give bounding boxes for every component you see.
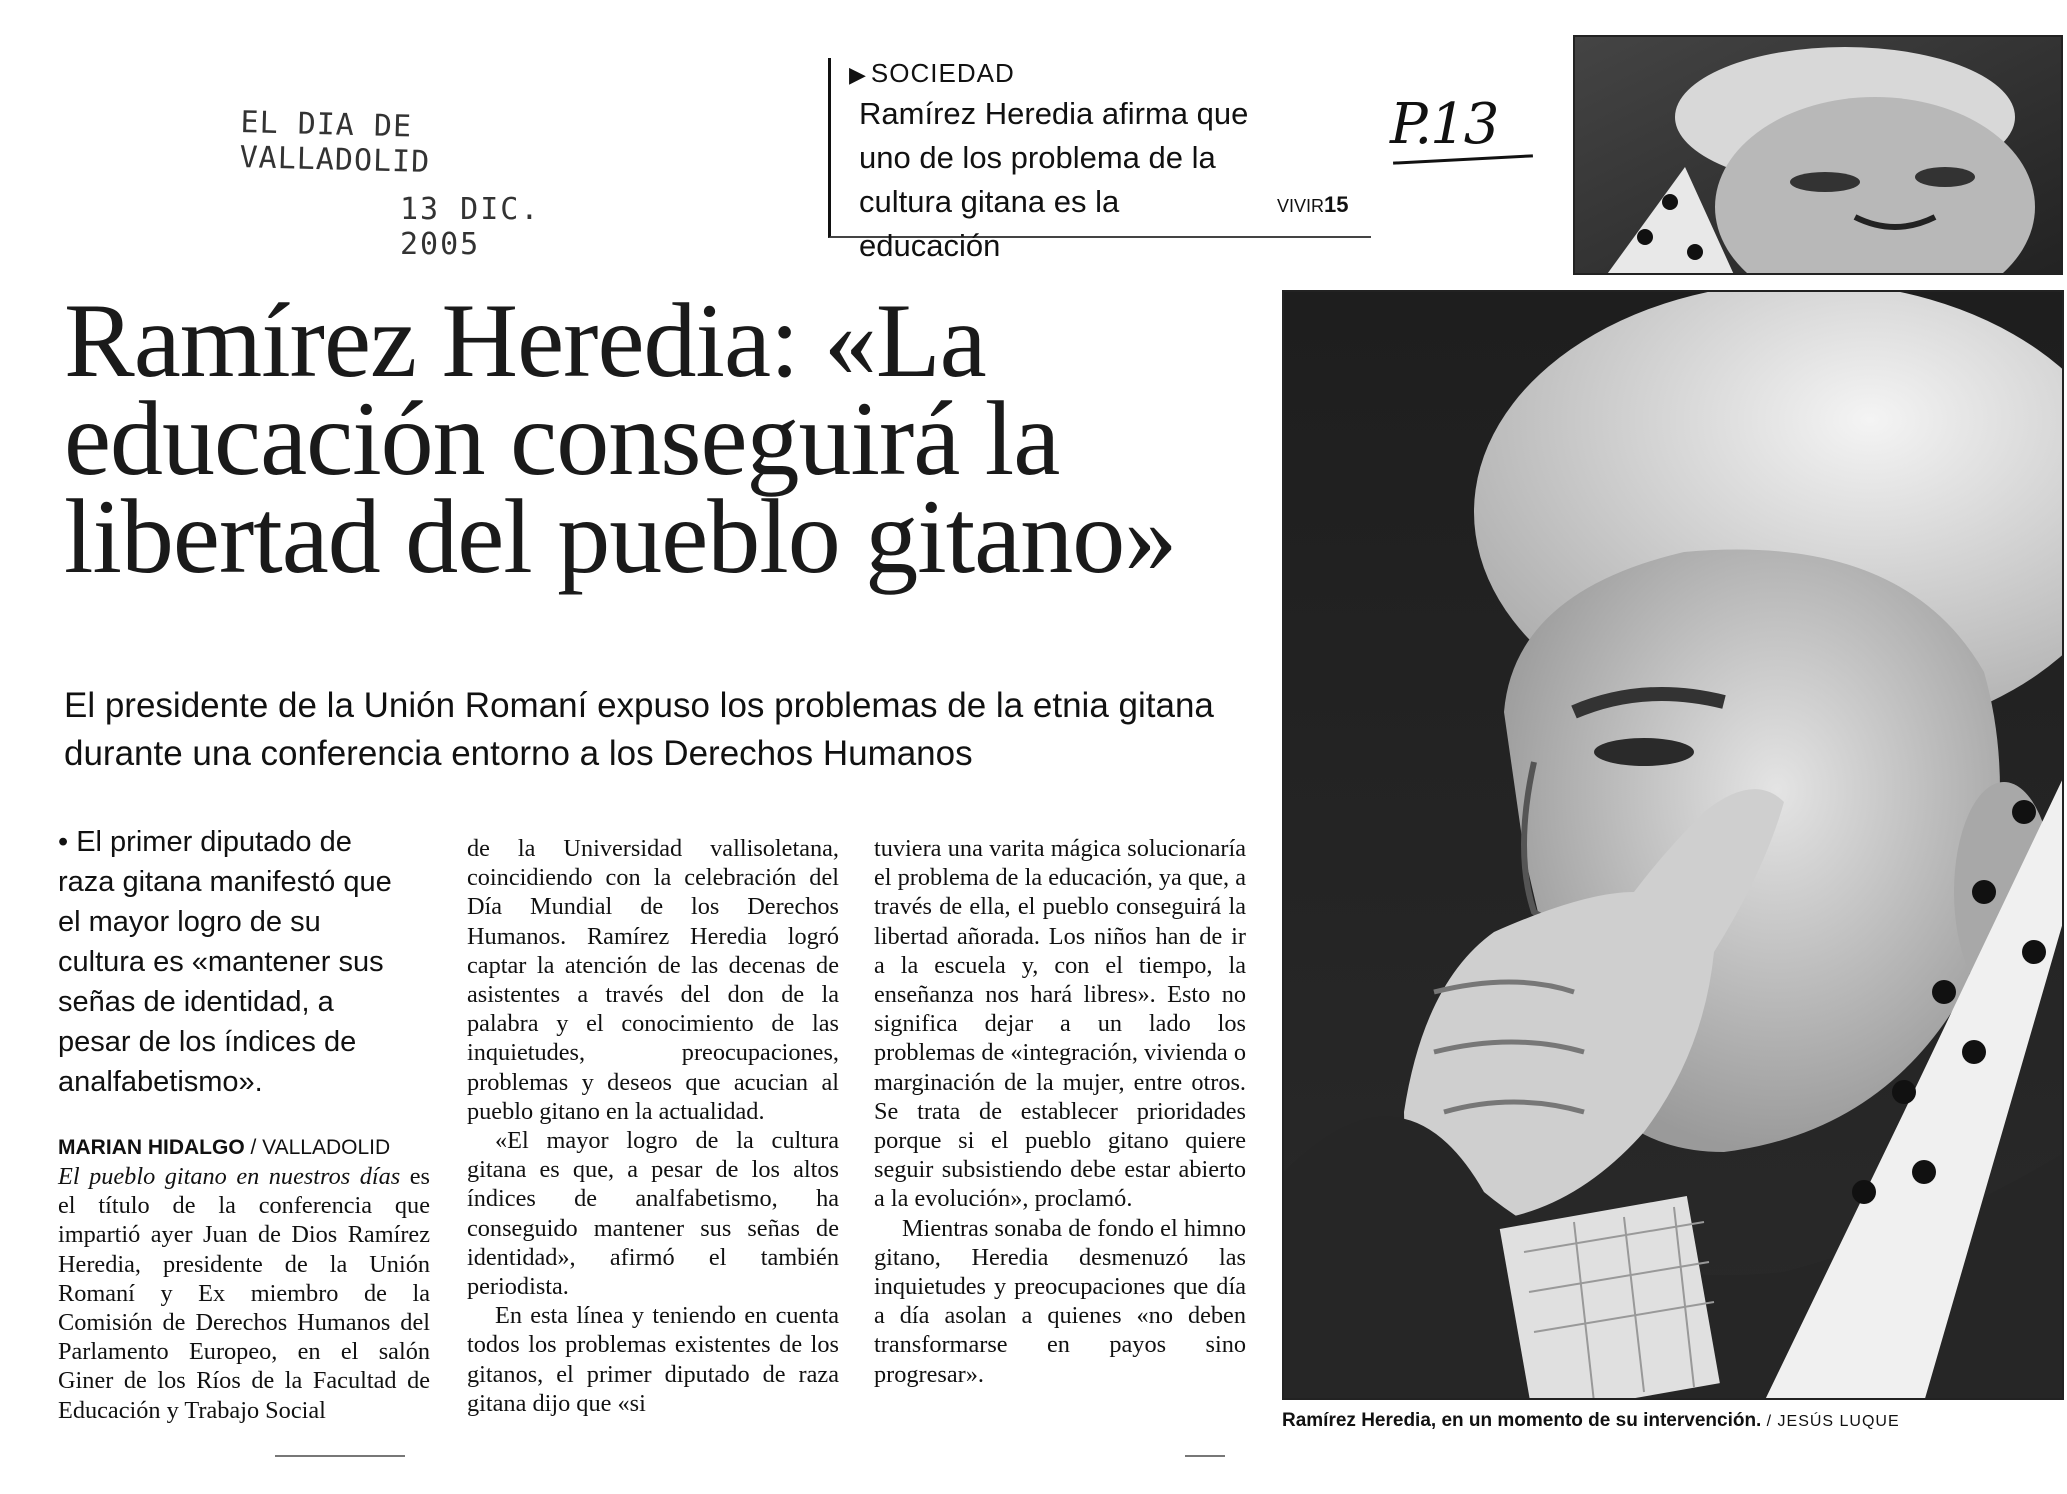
photo-caption [1282,1410,2064,1432]
body-paragraph: Mientras sonaba de fondo el himno gitano, Heredia desmenuzó las inquietudes y preocupaciones que día a día asolan a quienes «no deben transformarse en payos sino progresar». [874,1214,1246,1388]
main-photo-portrait [1284,292,2064,1400]
byline-author: MARIAN HIDALGO [58,1136,245,1159]
teaser-photo [1573,35,2063,275]
conference-title: El pueblo gitano en nuestros días [58,1163,401,1190]
caption-text: Ramírez Heredia, en un momento de su intervención. [1282,1410,1762,1431]
article-subheadline: El presidente de la Unión Romaní expuso los problemas de la etnia gitana durante una conferencia entorno a los Derechos Humanos [64,686,1214,773]
byline-location: / VALLADOLID [250,1136,391,1159]
teaser-photo-portrait [1575,37,2063,275]
article-column-2 [467,834,839,1418]
byline [58,1136,418,1160]
body-text-fragment: es el título de la conferencia que impartió ayer Juan de Dios Ramírez Heredia, presidente de la Unión Romaní y Ex miembro de la Comisión de Derechos Humanos del Parlamento Europeo, en el salón Giner de los Ríos de la Facultad de Educación y Trabajo Social [58,1163,430,1424]
body-text-fragment: de la Universidad vallisoletana, coincidiendo con la celebración del Día Mundial de los Derechos Humanos. Ramírez Heredia logró captar la atención de las decenas de asistentes a través del don de la palabra y el conocimiento de las inquietudes, preocupaciones, problemas y deseos que acucian al pueblo gitano en la actualidad. [467,835,839,1125]
triangle-bullet-icon: ▶ [849,62,867,87]
teaser-section-label [849,58,1015,89]
body-paragraph: «El mayor logro de la cultura gitana es que, a pesar de los altos índices de analfabetismo, ha conseguido mantener sus señas de identidad», afirmó el también periodista. [467,1127,839,1301]
column-end-rule [1185,1455,1225,1457]
photo-credit: / JESÚS LUQUE [1766,1413,1900,1430]
handwritten-page-note: P.13 [1390,92,1498,157]
teaser-section-text: SOCIEDAD [870,58,1015,88]
column-end-rule [275,1455,405,1457]
body-paragraph [467,834,839,1126]
body-text-fragment: tuviera una varita mágica solucionaría el problema de la educación, ya que, a través de ella, el pueblo conseguirá la libertad añorada. Los niños han de ir a la escuela y, con el tiempo, la enseñanza nos hará libres». Esto no significa dejar a un lado los problemas de «integración, vivienda o marginación de la mujer, entre otros. Se trata de establecer prioridades porque si el pueblo gitano quiere seguir subsistiendo debe estar abierto a la evolución», proclamó. [874,835,1246,1213]
body-text-fragment: En esta línea y teniendo en cuenta todos los problemas existentes de los gitanos, el primer diputado de raza gitana dijo que «si [467,1302,839,1417]
body-paragraph [467,1301,839,1418]
teaser-text: Ramírez Heredia afirma que uno de los problema de la cultura gitana es la educación [859,96,1249,263]
article-column-1 [58,1162,430,1425]
teaser-box[interactable] [828,58,1371,263]
publication-stamp: EL DIA DE VALLADOLID [239,105,431,181]
body-paragraph [58,1162,430,1425]
date-stamp: 13 DIC. 2005 [400,192,541,262]
teaser-page-ref [1277,192,1349,218]
main-photo [1282,290,2064,1400]
article-headline: Ramírez Heredia: «La educación conseguirá la libertad del pueblo gitano» [64,282,1177,595]
teaser-ref-page: 15 [1324,192,1349,217]
article-column-3 [874,834,1246,1389]
teaser-ref-label: VIVIR [1277,196,1325,216]
article-lead-summary: • El primer diputado de raza gitana manifestó que el mayor logro de su cultura es «mantener sus señas de identidad, a pesar de los índices de analfabetismo». [58,826,392,1098]
body-paragraph [874,834,1246,1214]
